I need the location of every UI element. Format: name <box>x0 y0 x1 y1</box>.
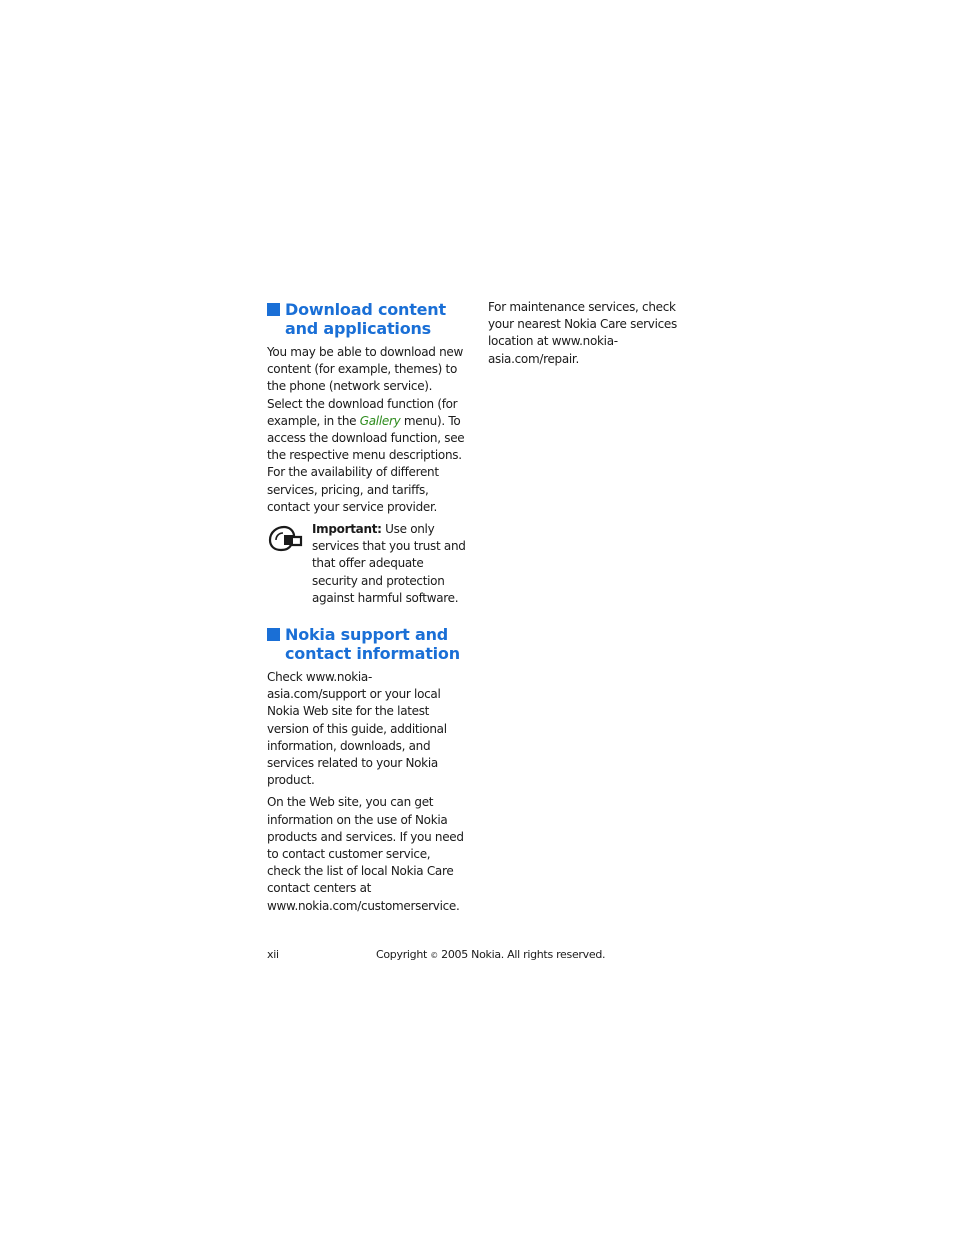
left-column <box>267 300 467 920</box>
important-note <box>267 521 467 607</box>
square-bullet-icon <box>267 628 280 641</box>
note-label: Important: <box>312 522 382 537</box>
section-heading-support <box>267 625 467 663</box>
heading-text: Nokia support and contact information <box>285 625 460 664</box>
hand-pointing-icon <box>267 523 303 553</box>
heading-text: Download content and applications <box>285 300 446 338</box>
paragraph: Check www.nokia-asia.com/support or your local Nokia Web site for the latest version of this guide, additional information, downloads, and services related to your Nokia product. <box>267 670 447 788</box>
right-column <box>488 299 678 373</box>
section-download-content <box>267 300 467 607</box>
section-nokia-support <box>267 625 467 915</box>
copyright-notice: Copyright © 2005 Nokia. All rights reserved. <box>376 948 606 961</box>
paragraph: For maintenance services, check your nearest Nokia Care services location at www.nokia-asia.com/repair. <box>488 300 677 366</box>
page-number: xii <box>267 948 279 961</box>
copyright-symbol: © <box>430 951 438 960</box>
note-text: Important: Use only services that you trust and that offer adequate security and protection against harmful software. <box>312 522 466 605</box>
section-heading-download <box>267 300 467 338</box>
paragraph: You may be able to download new content (for example, themes) to the phone (network service). Select the download function (for example, in the Gallery menu). To access the download function, see the respective menu descriptions. For the availability of different services, pricing, and tariffs, contact your service provider. <box>267 345 465 514</box>
menu-name-gallery: Gallery <box>359 413 401 428</box>
paragraph: On the Web site, you can get information on the use of Nokia products and services. If you need to contact customer service, check the list of local Nokia Care contact centers at www.nokia.com/customerservice. <box>267 795 464 913</box>
square-bullet-icon <box>267 303 280 316</box>
